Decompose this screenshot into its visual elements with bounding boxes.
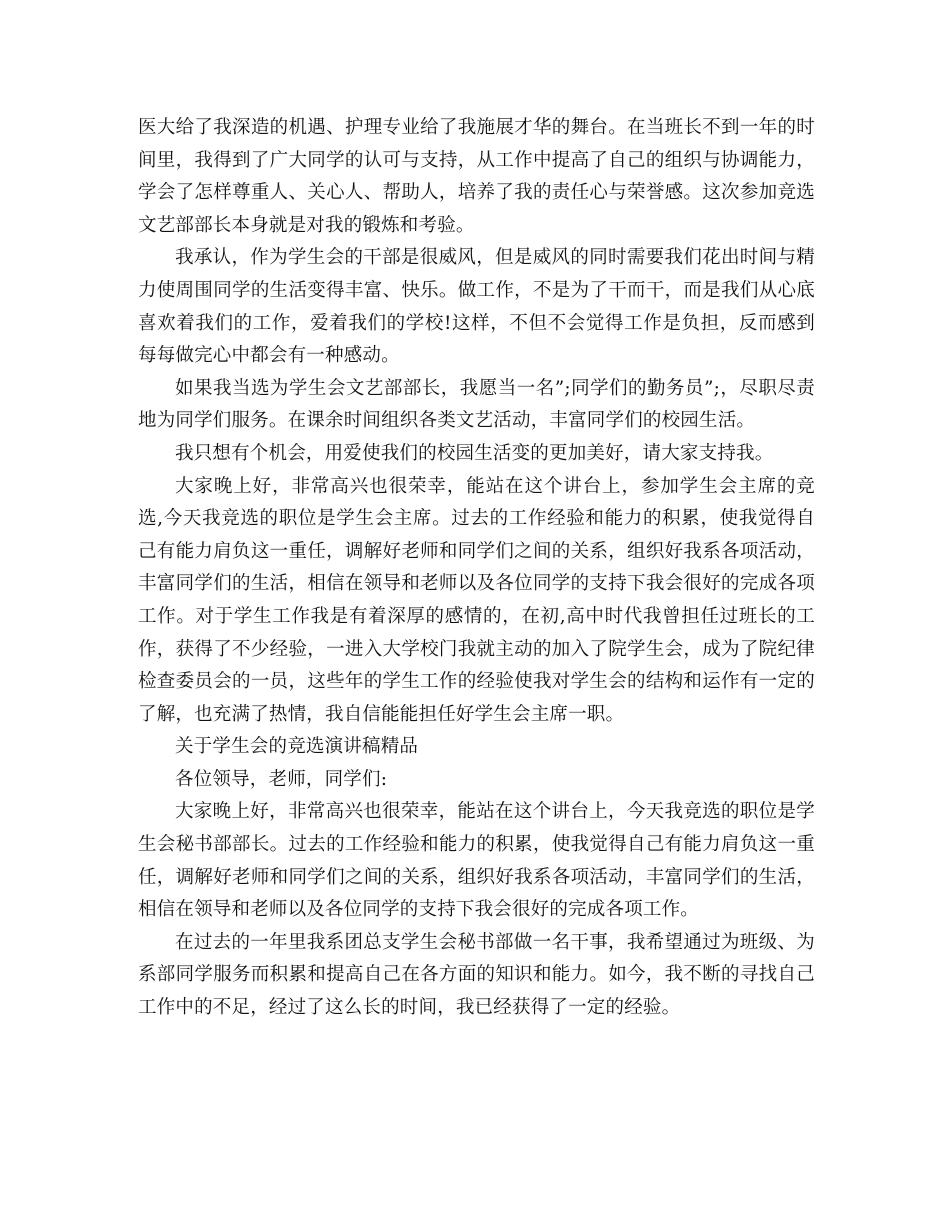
- paragraph-5: 大家晚上好，非常高兴也很荣幸，能站在这个讲台上，参加学生会主席的竞选,今天我竞选的职位是学生会主席。过去的工作经验和能力的积累，使我觉得自己有能力肩负这一重任，调解好老师和同学们之间的关系，组织好我系各项活动，丰富同学们的生活，相信在领导和老师以及各位同学的支持下我会很好的完成各项工作。对于学生工作我是有着深厚的感情的，在初,高中时代我曾担任过班长的工作，获得了不少经验，一进入大学校门我就主动的加入了院学生会，成为了院纪律检查委员会的一员，这些年的学生工作的经验使我对学生会的结构和运作有一定的了解，也充满了热情，我自信能能担任好学生会主席一职。: [138, 475, 815, 725]
- document-body: [138, 112, 815, 1025]
- salutation: 各位领导，老师，同学们:: [175, 768, 388, 790]
- paragraph-2: 我承认，作为学生会的干部是很威风，但是威风的同时需要我们花出时间与精力使周围同学的生活变得丰富、快乐。做工作，不是为了干而干，而是我们从心底喜欢着我们的工作，爱着我们的学校!这样，不但不会觉得工作是负担，反而感到每每做完心中都会有一种感动。: [138, 247, 815, 367]
- paragraph-3: 如果我当选为学生会文艺部部长，我愿当一名”;同学们的勤务员”;，尽职尽责地为同学们服务。在课余时间组织各类文艺活动，丰富同学们的校园生活。: [138, 377, 815, 432]
- paragraph-9: 在过去的一年里我系团总支学生会秘书部做一名干事，我希望通过为班级、为系部同学服务而积累和提高自己在各方面的知识和能力。如今，我不断的寻找自己工作中的不足，经过了这么长的时间，我已经获得了一定的经验。: [138, 931, 815, 1019]
- paragraph-1: 医大给了我深造的机遇、护理专业给了我施展才华的舞台。在当班长不到一年的时间里，我得到了广大同学的认可与支持，从工作中提高了自己的组织与协调能力，学会了怎样尊重人、关心人、帮助人，培养了我的责任心与荣誉感。这次参加竞选文艺部部长本身就是对我的锻炼和考验。: [138, 117, 815, 236]
- section-title: 关于学生会的竞选演讲稿精品: [175, 736, 419, 758]
- paragraph-4: 我只想有个机会，用爱使我们的校园生活变的更加美好，请大家支持我。: [175, 442, 774, 464]
- paragraph-8: 大家晚上好，非常高兴也很荣幸，能站在这个讲台上，今天我竞选的职位是学生会秘书部部长。过去的工作经验和能力的积累，使我觉得自己有能力肩负这一重任，调解好老师和同学们之间的关系，组织好我系各项活动，丰富同学们的生活，相信在领导和老师以及各位同学的支持下我会很好的完成各项工作。: [138, 801, 815, 921]
